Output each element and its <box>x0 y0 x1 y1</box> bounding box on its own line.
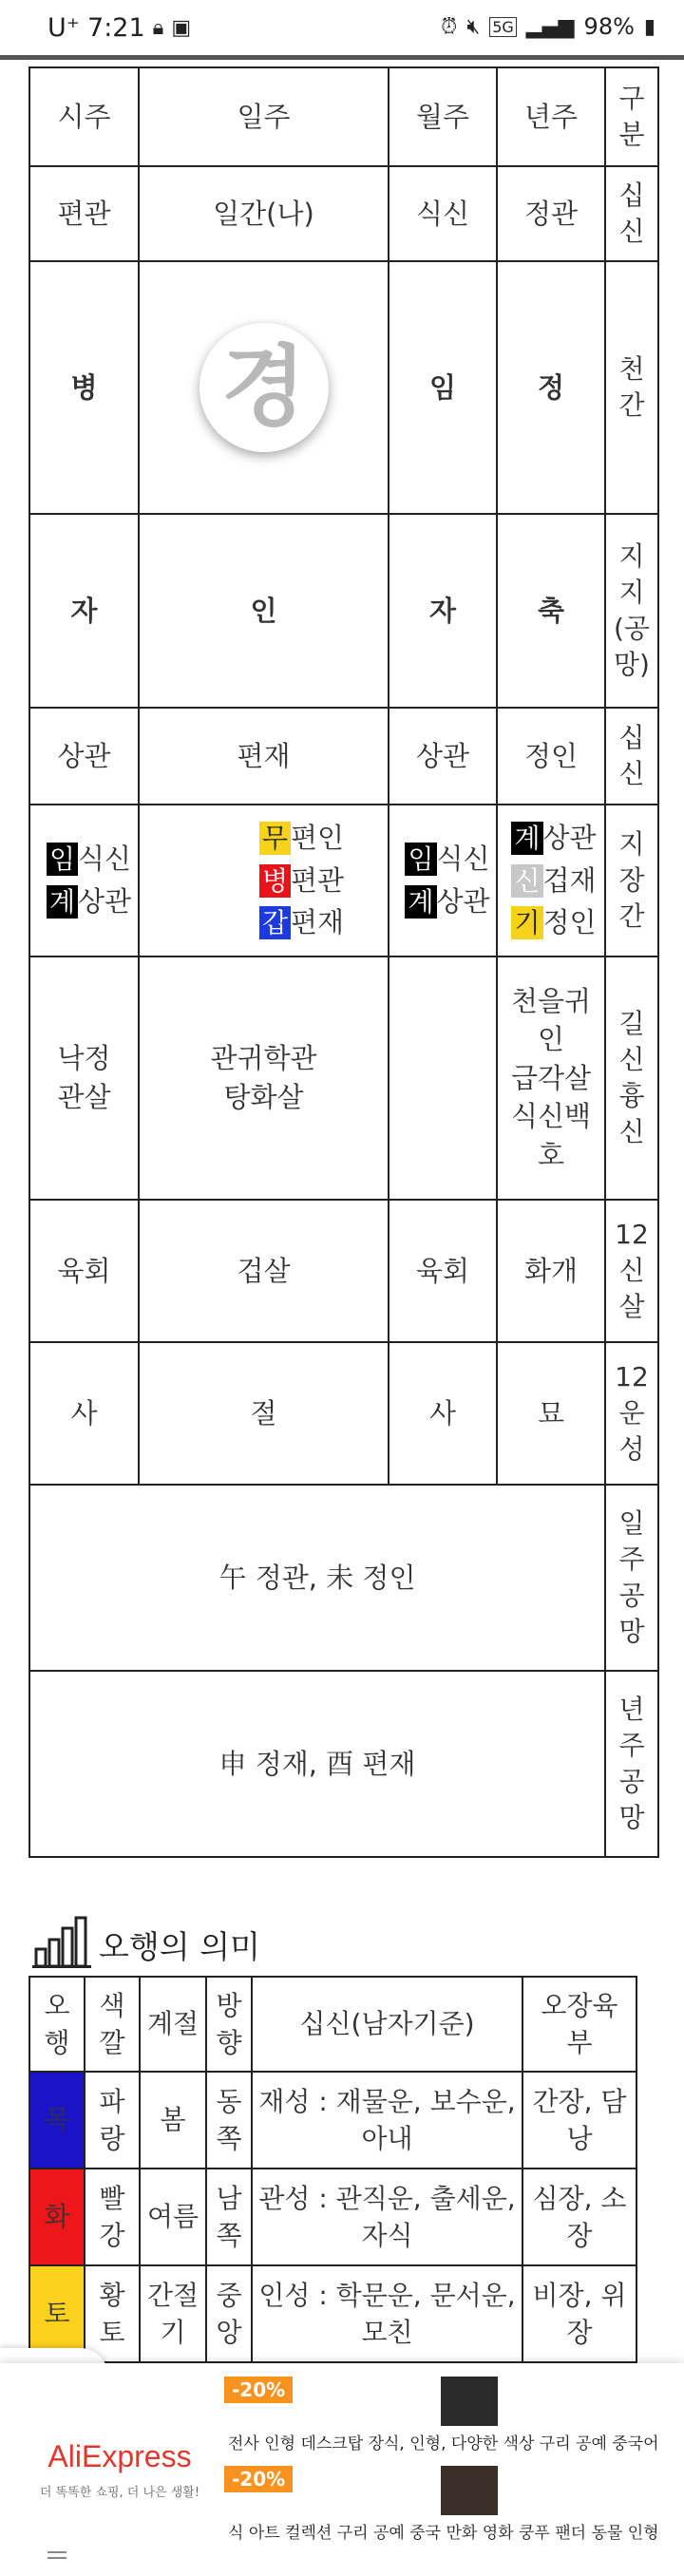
ohaeng-header-text: 방향 <box>216 1989 242 2058</box>
sipsin-top-row <box>29 166 658 261</box>
ohaeng-header-cell <box>85 1977 140 2072</box>
saju-table <box>28 66 659 1858</box>
alarm-icon: ⏰︎ <box>441 14 458 39</box>
jijanggan-char: 계 <box>47 885 78 919</box>
cheongan-ilju-cell <box>139 261 389 514</box>
mute-icon: 🔇︎ <box>466 14 481 39</box>
ohaeng-header-cell <box>522 1977 636 2072</box>
jijanggan-text: 상관 <box>436 885 490 918</box>
cheongan-wolju: 임 <box>389 261 497 514</box>
sipsin-bottom-row <box>29 708 658 805</box>
jijanggan-item <box>216 817 388 860</box>
jijanggan-text: 편관 <box>291 863 345 897</box>
jijanggan-item <box>399 838 496 881</box>
ohaeng-header-row <box>29 1977 636 2072</box>
clock: 7:21 <box>87 13 145 43</box>
unseong12-label <box>605 1342 658 1485</box>
unseong12-row <box>29 1342 658 1485</box>
ad-discount-badge: -20% <box>224 2466 293 2492</box>
header-gubun: 구분 <box>605 67 658 166</box>
jijanggan-item <box>504 901 604 944</box>
unseong12-siju: 사 <box>29 1342 139 1485</box>
ohaeng-header-text: 오행 <box>44 1989 70 2058</box>
nyeonju-gongmang-row <box>29 1671 658 1857</box>
sinsal12-label <box>605 1200 658 1342</box>
ad-discount-badge: -20% <box>224 2377 293 2403</box>
ad-product-item[interactable] <box>217 2458 684 2553</box>
gilsin-siju-text: 낙정관살 <box>57 1042 111 1113</box>
ad-product-text: 식 아트 컬렉션 구리 공예 중국 만화 영화 쿵푸 팬더 동물 인형 <box>228 2524 659 2543</box>
jijanggan-text: 식신 <box>78 843 132 876</box>
ohaeng-direction-text: 동쪽 <box>216 2085 242 2154</box>
cheongan-label-text: 천간 <box>618 353 645 421</box>
jiji-siju: 자 <box>29 514 139 708</box>
gilsin-label <box>605 957 658 1200</box>
ohaeng-row-wood <box>29 2072 636 2169</box>
ohaeng-color <box>85 2265 140 2362</box>
sipsin-top-label: 십신 <box>605 166 658 261</box>
ad-product-text: 전사 인형 데스크탑 장식, 인형, 다양한 색상 구리 공예 중국어 <box>228 2434 659 2453</box>
jijanggan-char: 갑 <box>259 906 291 939</box>
sipsin-bottom-siju: 상관 <box>29 708 139 805</box>
jijanggan-item <box>40 838 138 881</box>
jijanggan-item <box>504 817 604 860</box>
unseong12-ilju: 절 <box>139 1342 389 1485</box>
ilju-gongmang-row <box>29 1485 658 1671</box>
ohaeng-row-earth <box>29 2265 636 2362</box>
sipsin-bottom-ilju: 편재 <box>139 708 389 805</box>
jijanggan-item <box>216 860 388 902</box>
jiji-label <box>605 514 658 708</box>
image-icon: ▣ <box>171 16 192 40</box>
top-divider <box>0 55 684 60</box>
gilsin-nyeonju-text: 천을귀인 급각살 식신백호 <box>510 984 592 1171</box>
ohaeng-color <box>85 2169 140 2265</box>
lock-icon: 🔒︎ <box>152 16 164 40</box>
ad-product-thumbnail <box>441 2377 498 2426</box>
ohaeng-season: 봄 <box>140 2072 206 2169</box>
jiji-nyeonju: 축 <box>497 514 605 708</box>
unseong12-nyeonju: 묘 <box>497 1342 605 1485</box>
sipsin-top-siju: 편관 <box>29 166 139 261</box>
cheongan-nyeonju: 정 <box>497 261 605 514</box>
gilsin-wolju <box>389 957 497 1200</box>
ohaeng-header-cell: 계절 <box>140 1977 206 2072</box>
ilju-gongmang-label-text: 일주공망 <box>618 1507 645 1647</box>
jijanggan-label-text: 지장간 <box>618 828 645 932</box>
sipsin-bottom-nyeonju: 정인 <box>497 708 605 805</box>
ad-menu-icon[interactable] <box>48 2551 66 2567</box>
ohaeng-row-fire <box>29 2169 636 2265</box>
ohaeng-color <box>85 2072 140 2169</box>
ohaeng-direction-text: 중앙 <box>216 2279 242 2348</box>
ilju-gongmang-label <box>605 1485 658 1671</box>
ad-tagline: 더 똑똑한 쇼핑, 더 나은 생활! <box>39 2486 200 2500</box>
sipsin-bottom-wolju: 상관 <box>389 708 497 805</box>
jijanggan-ilju <box>139 805 389 957</box>
ohaeng-element: 토 <box>29 2265 85 2362</box>
jijanggan-item <box>399 881 496 923</box>
sipsin-top-ilju: 일간(나) <box>139 166 389 261</box>
cheongan-ilju: 경 <box>221 336 306 438</box>
sipsin-top-nyeonju: 정관 <box>497 166 605 261</box>
jijanggan-text: 상관 <box>78 885 132 918</box>
jiji-ilju: 인 <box>139 514 389 708</box>
jijanggan-text: 상관 <box>542 821 597 854</box>
ohaeng-season: 여름 <box>140 2169 206 2265</box>
ad-banner[interactable] <box>0 2363 684 2576</box>
5g-icon: 5G <box>489 17 517 37</box>
ohaeng-season-text: 간절기 <box>146 2279 200 2348</box>
status-bar <box>0 0 684 55</box>
sinsal12-row <box>29 1200 658 1342</box>
ohaeng-sipsin: 관성 : 관직운, 출세운, 자식 <box>252 2169 522 2265</box>
jijanggan-wolju <box>389 805 497 957</box>
jijanggan-char: 계 <box>511 822 542 855</box>
gilsin-siju <box>29 957 139 1200</box>
sinsal12-wolju: 육회 <box>389 1200 497 1342</box>
jijanggan-char: 계 <box>405 885 436 919</box>
nyeonju-gongmang-label-text: 년주공망 <box>618 1694 645 1833</box>
ohaeng-direction <box>206 2072 252 2169</box>
jijanggan-char: 임 <box>405 843 436 876</box>
header-wolju: 월주 <box>389 67 497 166</box>
jijanggan-item <box>40 881 138 923</box>
jijanggan-char: 신 <box>511 864 542 898</box>
jijanggan-text: 편인 <box>291 821 345 854</box>
jijanggan-row <box>29 805 658 957</box>
gilsin-label-text: 길신흉신 <box>618 1008 645 1147</box>
cheongan-siju: 병 <box>29 261 139 514</box>
sinsal12-nyeonju: 화개 <box>497 1200 605 1342</box>
jijanggan-item <box>216 901 388 944</box>
nyeonju-gongmang-value: 申 정재, 酉 편재 <box>29 1671 605 1857</box>
nyeonju-gongmang-label <box>605 1671 658 1857</box>
unseong12-label-text: 12운성 <box>615 1361 649 1465</box>
signal-icon: ▂▄▆ <box>525 14 575 39</box>
ohaeng-direction-text: 남쪽 <box>216 2182 242 2251</box>
ohaeng-section-title: 오행의 의미 <box>99 1928 260 1965</box>
ohaeng-sipsin: 인성 : 학문운, 문서운, 모친 <box>252 2265 522 2362</box>
day-master-circle <box>200 323 329 452</box>
ad-product-thumbnail <box>441 2466 498 2515</box>
sipsin-bottom-label <box>605 708 658 805</box>
sipsin-top-wolju: 식신 <box>389 166 497 261</box>
jijanggan-text: 겁재 <box>542 863 597 897</box>
sipsin-bottom-label-text: 십신 <box>618 722 645 789</box>
ohaeng-section-header <box>32 1915 260 1968</box>
jijanggan-text: 식신 <box>436 843 490 876</box>
ohaeng-header-cell <box>29 1977 85 2072</box>
ilju-gongmang-value: 午 정관, 未 정인 <box>29 1485 605 1671</box>
jijanggan-text: 정인 <box>542 906 597 939</box>
ohaeng-element: 화 <box>29 2169 85 2265</box>
ohaeng-direction <box>206 2265 252 2362</box>
ohaeng-element: 목 <box>29 2072 85 2169</box>
ohaeng-season <box>140 2265 206 2362</box>
ohaeng-header-text: 오장육부 <box>541 1989 618 2058</box>
ohaeng-header-cell <box>206 1977 252 2072</box>
jijanggan-siju <box>29 805 139 957</box>
battery-level: 98% <box>583 13 635 40</box>
ohaeng-header-cell: 십신(남자기준) <box>252 1977 522 2072</box>
carrier-label: U⁺ <box>48 13 81 43</box>
ohaeng-color-text: 파랑 <box>99 2085 125 2154</box>
bar-chart-icon <box>32 1915 91 1968</box>
jijanggan-char: 임 <box>47 843 78 876</box>
unseong12-wolju: 사 <box>389 1342 497 1485</box>
jijanggan-char: 기 <box>511 906 542 939</box>
gilsin-row <box>29 957 658 1200</box>
sinsal12-label-text: 12신살 <box>615 1219 649 1322</box>
sinsal12-siju: 육회 <box>29 1200 139 1342</box>
ad-brand: AliExpress <box>48 2439 192 2473</box>
ad-logo[interactable] <box>25 2363 215 2576</box>
ohaeng-organ: 간장, 담낭 <box>522 2072 636 2169</box>
jiji-wolju: 자 <box>389 514 497 708</box>
battery-icon: ▮ <box>643 14 656 39</box>
jijanggan-text: 편재 <box>291 906 345 939</box>
ohaeng-direction <box>206 2169 252 2265</box>
jijanggan-char: 병 <box>259 864 291 898</box>
cheongan-row <box>29 261 658 514</box>
ohaeng-organ: 비장, 위장 <box>522 2265 636 2362</box>
jijanggan-char: 무 <box>259 822 291 855</box>
jijanggan-item <box>504 860 604 902</box>
gilsin-nyeonju <box>497 957 605 1200</box>
ohaeng-color-text: 황토 <box>99 2279 125 2348</box>
header-row <box>29 67 658 166</box>
jiji-label-text: 지지(공망) <box>614 540 650 680</box>
jiji-row <box>29 514 658 708</box>
header-siju: 시주 <box>29 67 139 166</box>
ohaeng-color-text: 빨강 <box>99 2182 125 2251</box>
ad-product-item[interactable] <box>217 2369 684 2464</box>
jijanggan-nyeonju <box>497 805 605 957</box>
gilsin-ilju: 관귀학관 탕화살 <box>139 957 389 1200</box>
header-nyeonju: 년주 <box>497 67 605 166</box>
header-ilju: 일주 <box>139 67 389 166</box>
jijanggan-label <box>605 805 658 957</box>
cheongan-label <box>605 261 658 514</box>
ohaeng-sipsin: 재성 : 재물운, 보수운, 아내 <box>252 2072 522 2169</box>
sinsal12-ilju: 겁살 <box>139 1200 389 1342</box>
ohaeng-organ: 심장, 소장 <box>522 2169 636 2265</box>
ohaeng-header-text: 색깔 <box>99 1989 125 2058</box>
